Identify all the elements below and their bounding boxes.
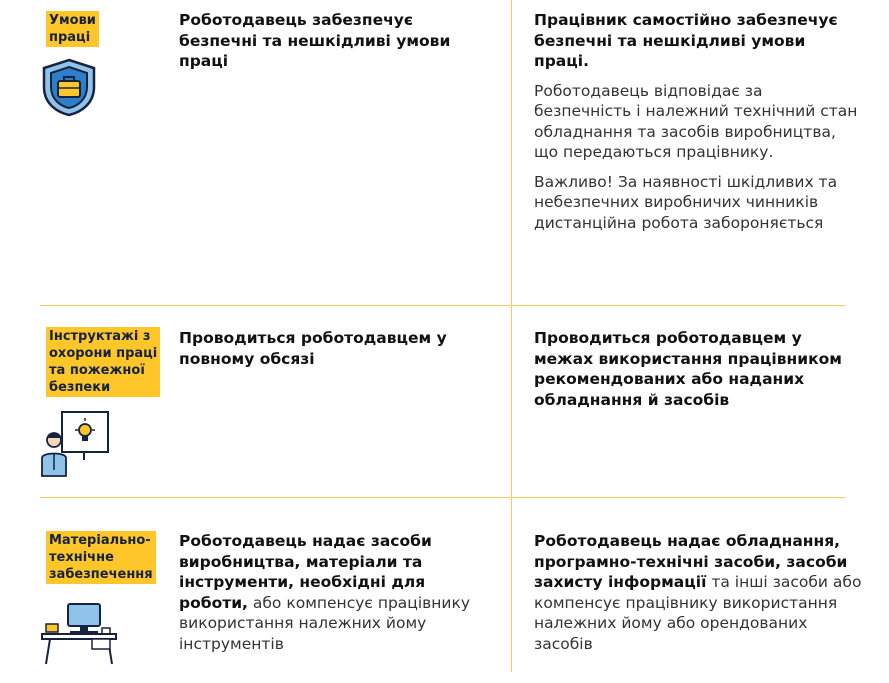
- row-divider: [40, 497, 845, 498]
- employee-conditions-paragraph: Роботодавець відповідає за безпечність і належний технічний стан обладнання та засобів виробництва, що передаються працівнику.: [534, 81, 858, 161]
- label-line: праці: [49, 30, 91, 45]
- label-line: Умови: [49, 13, 96, 28]
- row-divider: [40, 305, 845, 306]
- label-line: охорони праці: [49, 346, 158, 361]
- employee-conditions-warning: Важливо! За наявності шкідливих та небезпечних виробничих чинників дистанційна робота забороняється: [534, 172, 838, 232]
- employer-conditions-text: Роботодавець забезпечує безпечні та нешкідливі умови праці: [179, 11, 451, 70]
- row-label-material-support: [46, 531, 156, 584]
- column-divider: [511, 0, 512, 672]
- employee-briefings-text: Проводиться роботодавцем у межах використання працівником рекомендованих або наданих обладнання й засобів: [534, 329, 842, 409]
- label-line: технічне: [49, 550, 114, 565]
- employer-briefings: [179, 328, 489, 378]
- label-line: забезпечення: [49, 567, 153, 582]
- shield-briefcase-icon: [40, 57, 98, 117]
- employee-material-bold: Роботодавець надає обладнання, програмно-технічні засоби, засоби захисту інформації: [534, 532, 848, 591]
- employer-material-bold: Роботодавець надає засоби виробництва, матеріали та інструменти, необхідні для роботи,: [179, 532, 432, 612]
- employee-briefings: [534, 328, 844, 419]
- employer-conditions: [179, 10, 489, 81]
- label-line: безпеки: [49, 380, 111, 395]
- label-line: та пожежної: [49, 363, 145, 378]
- label-line: Інструктажі з: [49, 329, 151, 344]
- employee-conditions-heading: Працівник самостійно забезпечує безпечні та нешкідливі умови праці.: [534, 11, 838, 70]
- label-line: Матеріально-: [49, 533, 151, 548]
- presenter-lightbulb-icon: [40, 410, 110, 478]
- computer-desk-icon: [40, 602, 118, 666]
- employer-material-normal: або компенсує працівнику використання належних йому інструментів: [179, 593, 471, 653]
- employer-briefings-text: Проводиться роботодавцем у повному обсязі: [179, 329, 447, 368]
- employee-material-normal: та інші засоби або компенсує працівнику використання належних йому або орендованих засобів: [534, 573, 862, 653]
- employee-material-support: [534, 531, 864, 663]
- row-label-working-conditions: [46, 11, 99, 47]
- row-label-safety-briefings: [46, 327, 160, 397]
- employer-material-support: [179, 531, 494, 663]
- employee-conditions: [534, 10, 859, 242]
